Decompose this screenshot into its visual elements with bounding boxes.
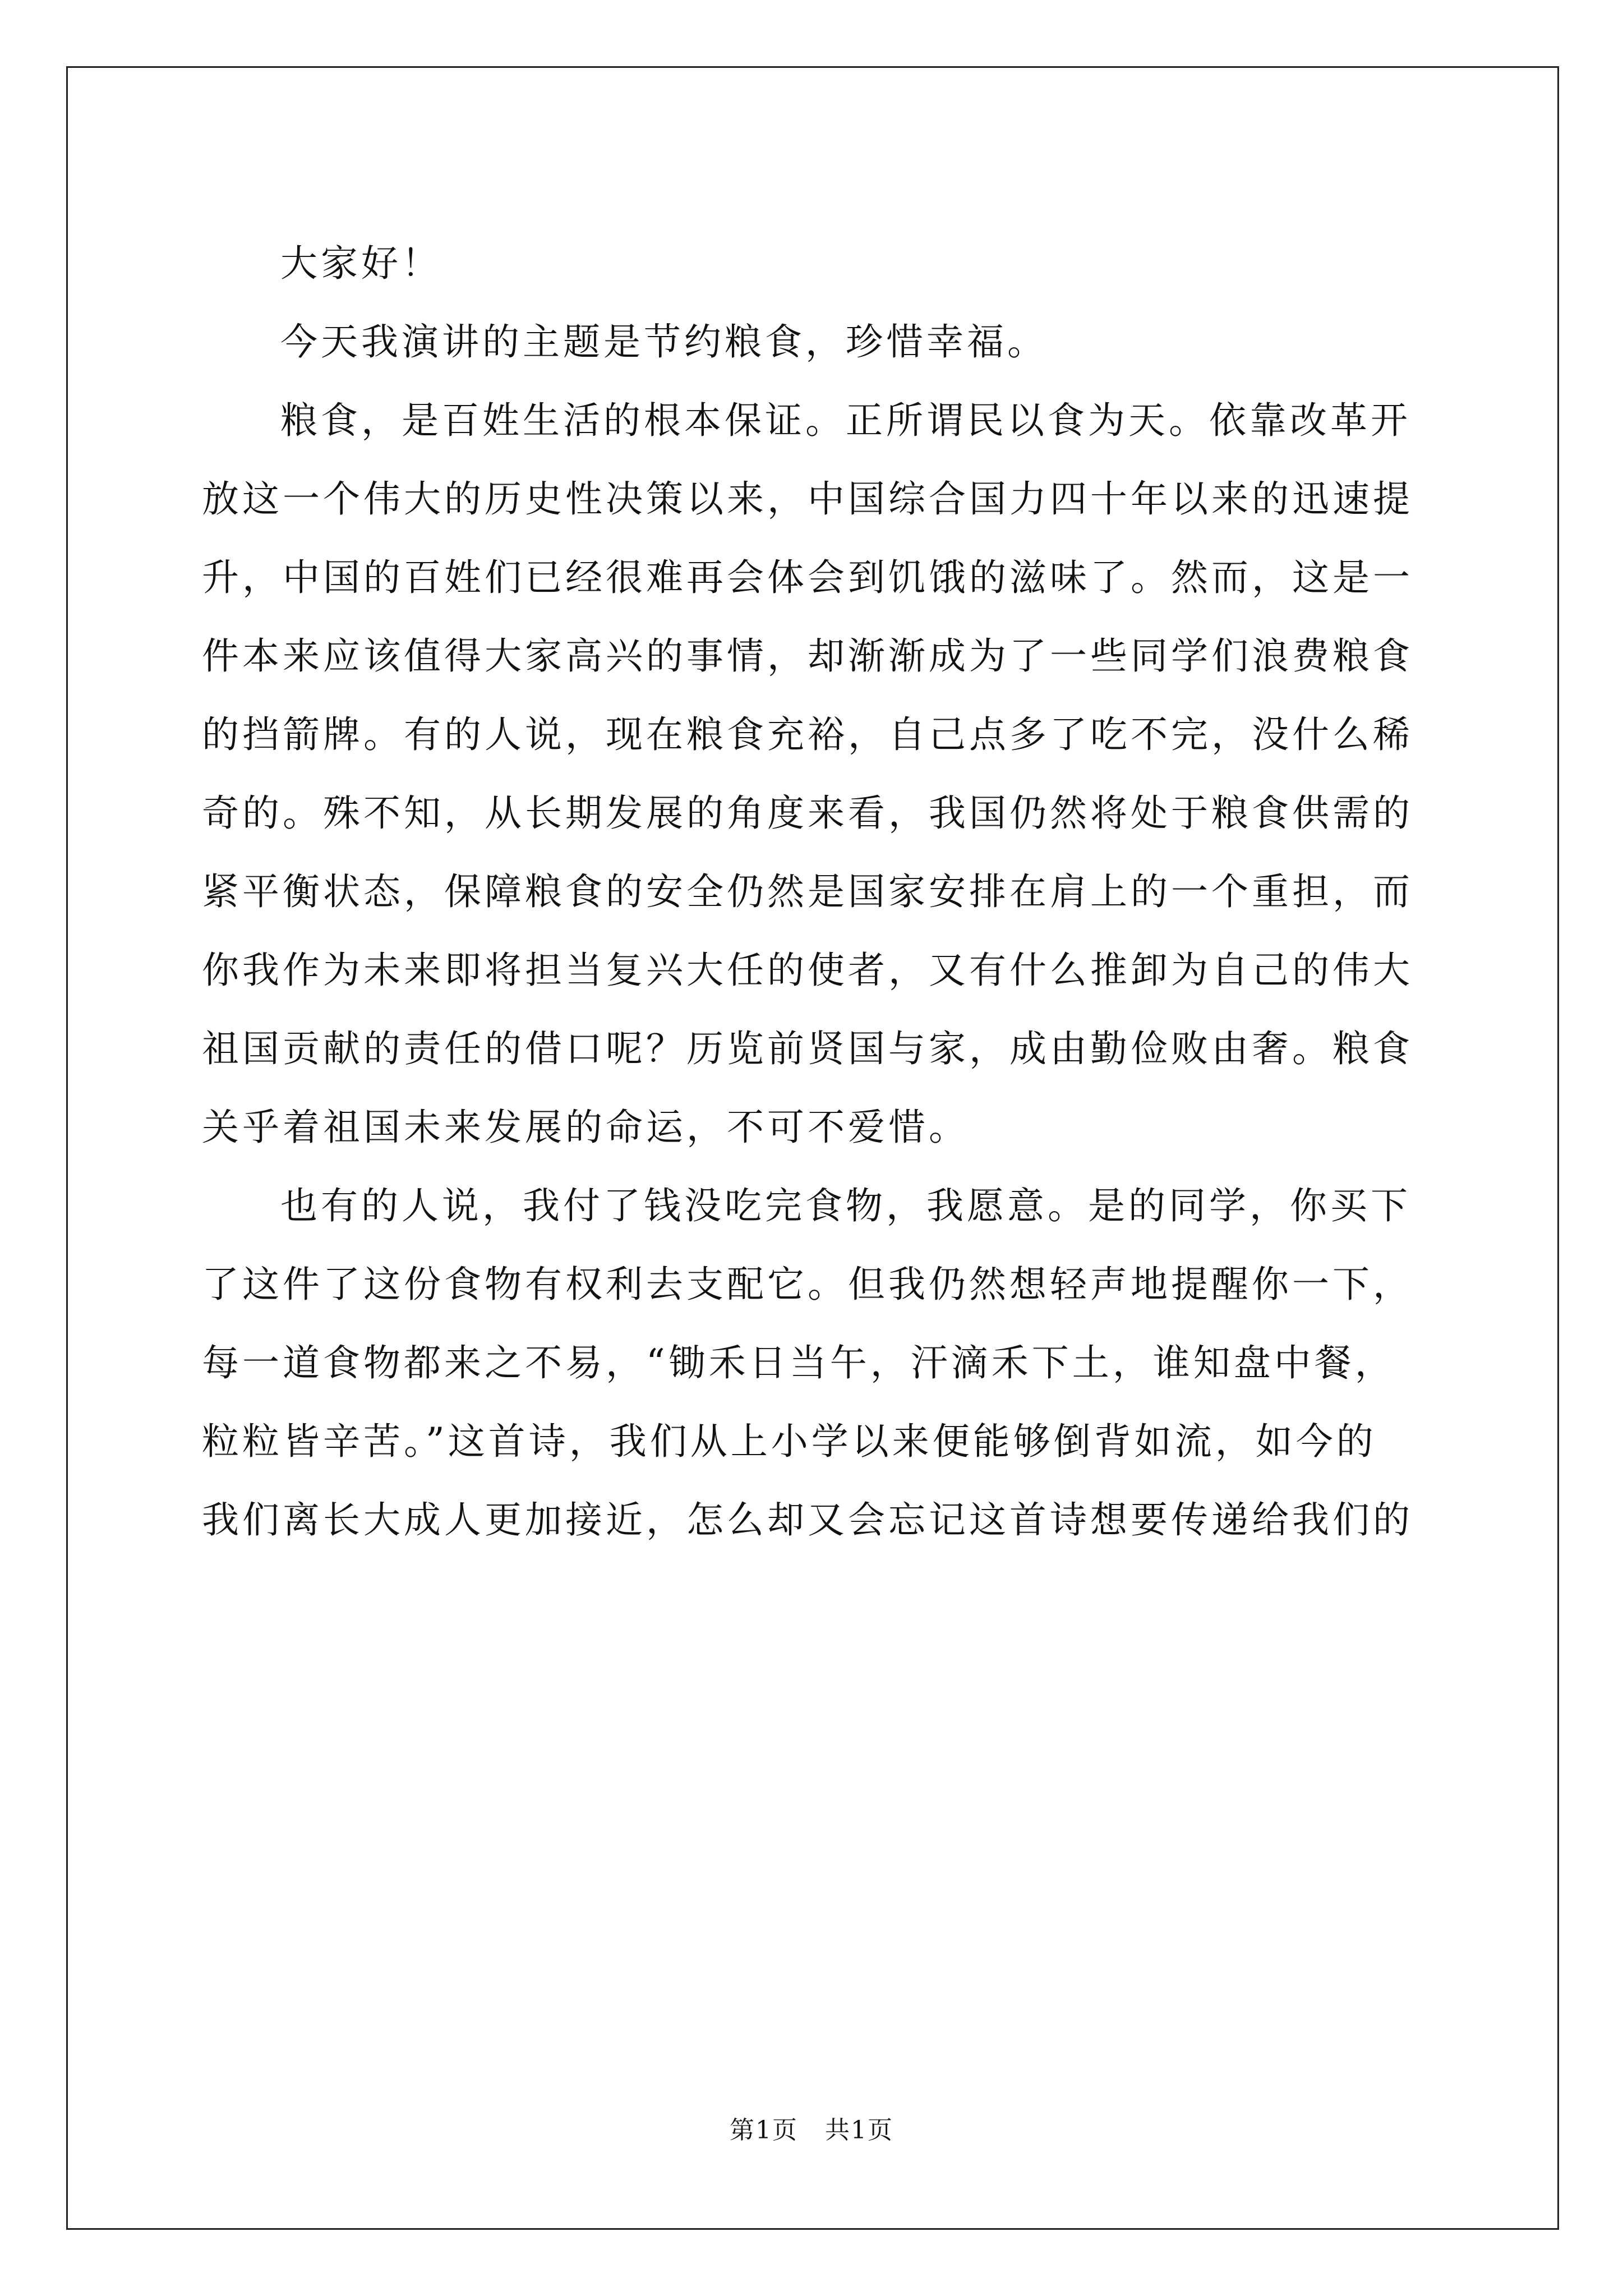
paragraph-grain-importance xyxy=(202,381,1436,1167)
text-line: 了这件了这份食物有权利去支配它。但我仍然想轻声地提醒你一下， xyxy=(202,1263,1413,1306)
paragraph-topic xyxy=(202,303,1436,381)
text-line: 你我作为未来即将担当复兴大任的使者，又有什么推卸为自己的伟大 xyxy=(202,949,1413,992)
text-line: 放这一个伟大的历史性决策以来，中国综合国力四十年以来的迅速提 xyxy=(202,477,1413,521)
text-line: 每一道食物都来之不易，“锄禾日当午，汗滴禾下土，谁知盘中餐， xyxy=(202,1341,1395,1384)
text-line: 升，中国的百姓们已经很难再会体会到饥饿的滋味了。然而，这是一 xyxy=(202,556,1413,599)
text-line: 粮食，是百姓生活的根本保证。正所谓民以食为天。依靠改革开 xyxy=(280,399,1411,442)
text-line: 也有的人说，我付了钱没吃完食物，我愿意。是的同学，你买下 xyxy=(280,1184,1411,1227)
text-line: 件本来应该值得大家高兴的事情，却渐渐成为了一些同学们浪费粮食 xyxy=(202,634,1413,678)
paragraph-greeting xyxy=(202,224,1436,303)
text-line: 的挡箭牌。有的人说，现在粮食充裕，自己点多了吃不完，没什么稀 xyxy=(202,713,1413,756)
text-line: 大家好！ xyxy=(280,242,442,285)
text-line: 我们离长大成人更加接近，怎么却又会忘记这首诗想要传递给我们的 xyxy=(202,1498,1413,1542)
text-line: 粒粒皆辛苦。”这首诗，我们从上小学以来便能够倒背如流，如今的 xyxy=(202,1420,1377,1463)
text-line: 奇的。殊不知，从长期发展的角度来看，我国仍然将处于粮食供需的 xyxy=(202,792,1413,835)
text-line: 紧平衡状态，保障粮食的安全仍然是国家安排在肩上的一个重担，而 xyxy=(202,870,1413,913)
document-body xyxy=(202,224,1436,1559)
paragraph-poem xyxy=(202,1167,1436,1559)
text-line: 今天我演讲的主题是节约粮食，珍惜幸福。 xyxy=(280,320,1048,364)
text-line: 祖国贡献的责任的借口呢？历览前贤国与家，成由勤俭败由奢。粮食 xyxy=(202,1027,1413,1070)
page-number-footer: 第1页 共1页 xyxy=(730,2116,893,2145)
text-line: 关乎着祖国未来发展的命运，不可不爱惜。 xyxy=(202,1106,969,1149)
